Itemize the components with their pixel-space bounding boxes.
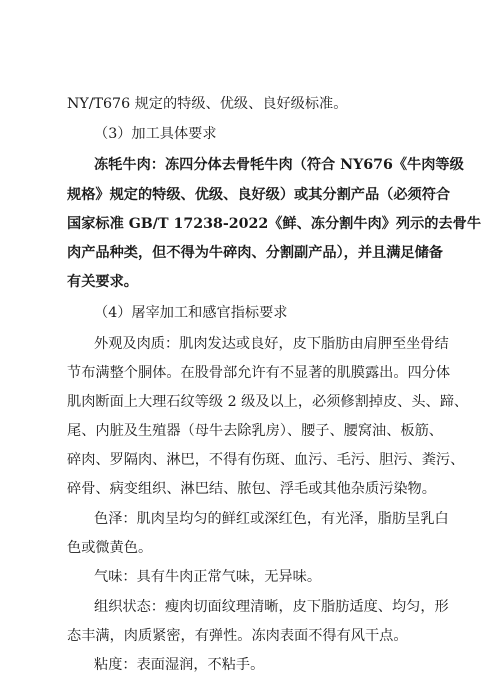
text-line-13: 碎肉、罗隔肉、淋巴，不得有伤斑、血污、毛污、胆污、粪污、: [67, 452, 465, 468]
text-line-14: 碎骨、病变组织、淋巴结、脓包、浮毛或其他杂质污染物。: [67, 481, 436, 497]
text-line-16: 色或微黄色。: [67, 540, 153, 556]
text-line-15: 色泽：肌肉呈均匀的鲜红或深红色，有光泽，脂肪呈乳白: [94, 511, 449, 527]
text-line-9: 外观及肉质：肌肉发达或良好，皮下脂肪由肩胛至坐骨结: [94, 336, 449, 352]
section-heading-4: （4）屠宰加工和感官指标要求: [94, 305, 288, 321]
text-line-20: 粘度：表面湿润，不粘手。: [94, 657, 265, 673]
section-heading-3: （3）加工具体要求: [94, 126, 217, 142]
text-line-5: 国家标准 GB/T 17238-2022《鲜、冻分割牛肉》列示的去骨牛: [67, 216, 482, 232]
text-line-12: 尾、内脏及生殖器（母牛去除乳房）、腰子、腰窝油、板筋、: [67, 423, 443, 439]
text-line-4: 规格》规定的特级、优级、良好级）或其分割产品（必须符合: [67, 187, 451, 203]
text-line-6: 肉产品种类，但不得为牛碎肉、分割副产品），并且满足储备: [67, 245, 443, 261]
text-line-11: 肌肉断面上大理石纹等级 2 级及以上，必须修割掉皮、头、蹄、: [67, 394, 469, 410]
text-line-7: 有关要求。: [67, 274, 138, 290]
text-line-17: 气味：具有牛肉正常气味，无异味。: [94, 569, 322, 585]
text-line-3: 冻牦牛肉：冻四分体去骨牦牛肉（符合 NY676《牛肉等级: [94, 157, 464, 173]
text-line-18: 组织状态：瘦肉切面纹理清晰，皮下脂肪适度、均匀，形: [94, 599, 449, 615]
text-line-10: 节布满整个胴体。在股骨部允许有不显著的肌膜露出。四分体: [67, 365, 451, 381]
text-line-19: 态丰满，肉质紧密，有弹性。冻肉表面不得有风干点。: [67, 628, 408, 644]
text-line-1: NY/T676 规定的特级、优级、良好级标准。: [67, 96, 348, 112]
